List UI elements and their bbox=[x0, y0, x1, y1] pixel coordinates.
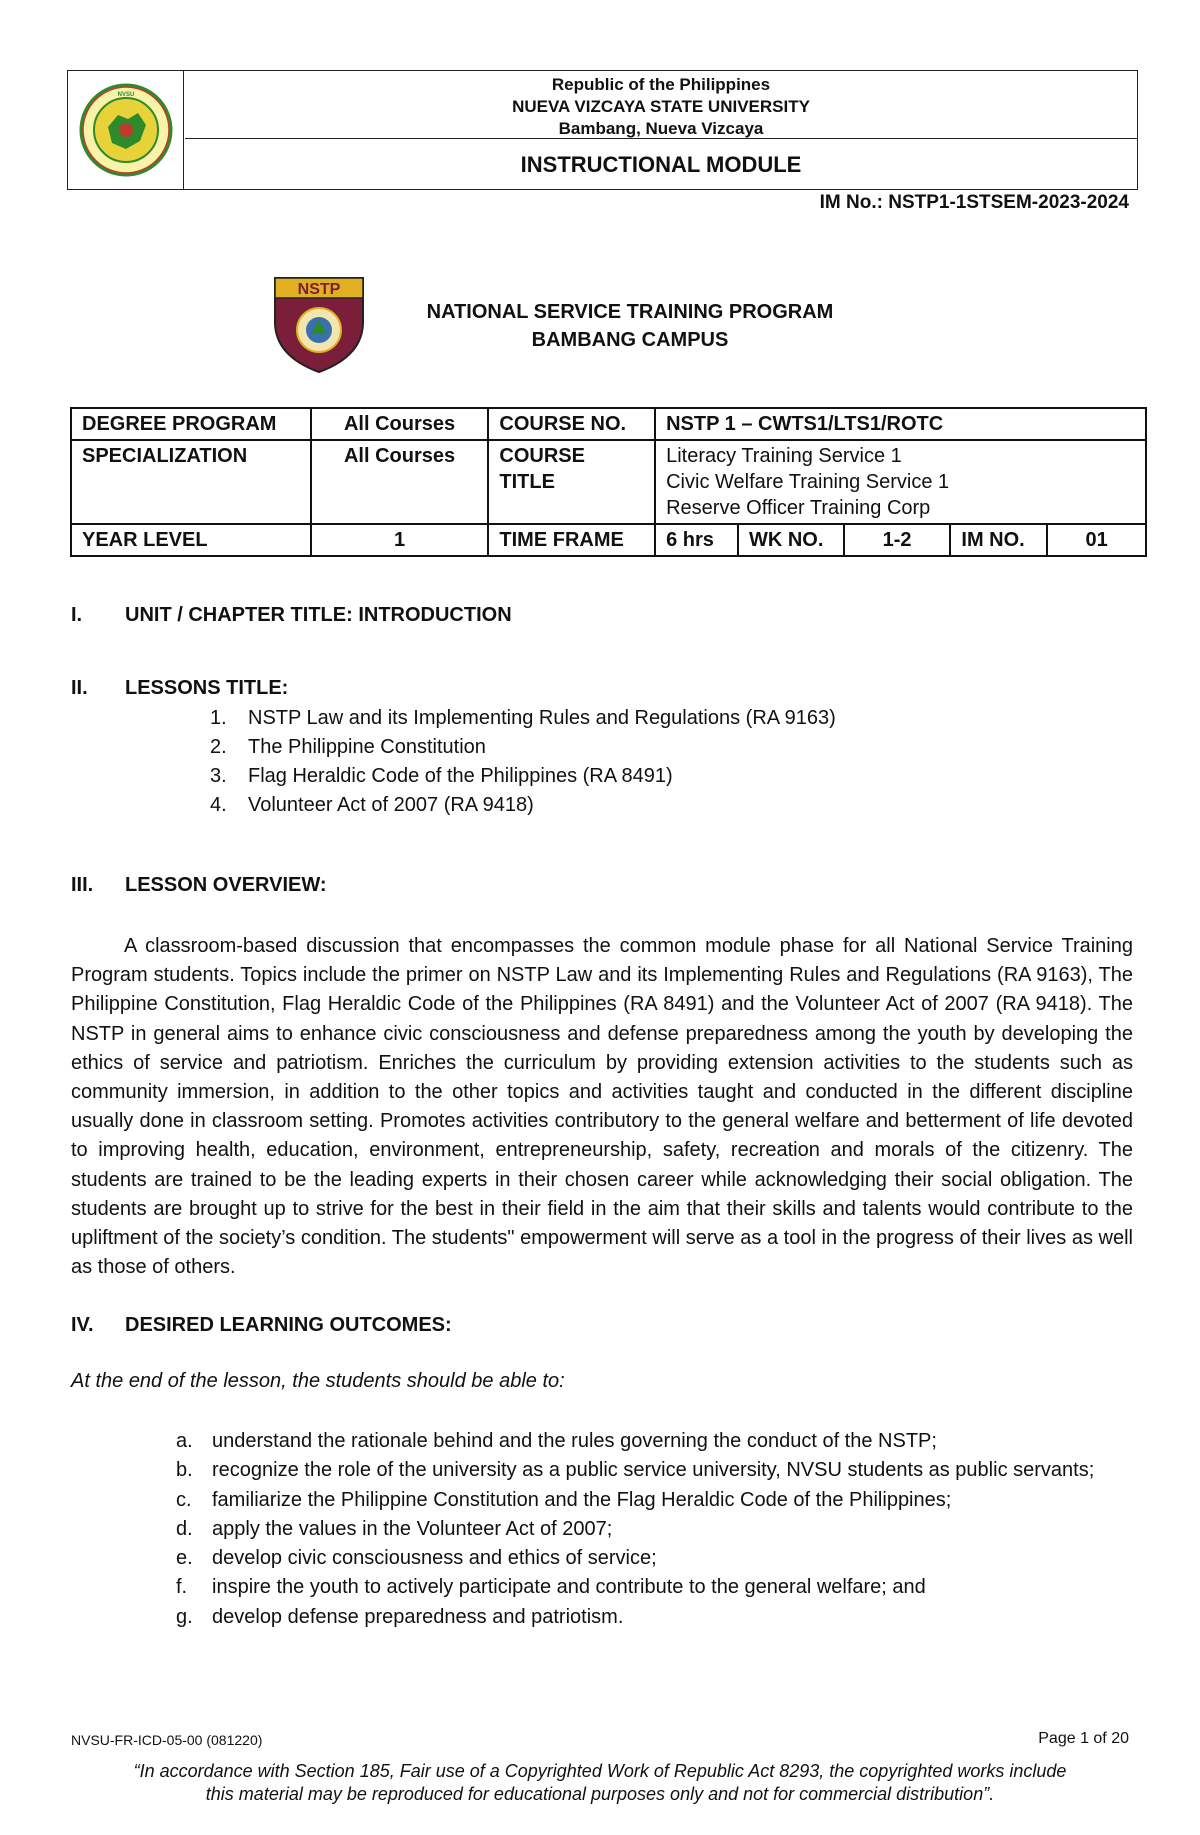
im-no-value: 01 bbox=[1047, 524, 1146, 556]
time-frame-label: TIME FRAME bbox=[488, 524, 655, 556]
im-no-label: IM NO. bbox=[950, 524, 1047, 556]
table-row bbox=[71, 524, 1146, 556]
list-item: a. understand the rationale behind and the rules governing the conduct of the NSTP; bbox=[176, 1430, 937, 1452]
page-number: Page 1 of 20 bbox=[1038, 1730, 1129, 1747]
year-level-value: 1 bbox=[311, 524, 489, 556]
form-code: NVSU-FR-ICD-05-00 (081220) bbox=[71, 1732, 263, 1748]
degree-program-label: DEGREE PROGRAM bbox=[71, 408, 311, 440]
university-seal-logo bbox=[68, 71, 184, 189]
copyright-disclaimer bbox=[60, 1760, 1140, 1806]
list-item: d. apply the values in the Volunteer Act of 2007; bbox=[176, 1517, 613, 1540]
outcomes-intro: At the end of the lesson, the students should be able to: bbox=[71, 1370, 565, 1392]
specialization-value: All Courses bbox=[311, 440, 489, 524]
university-name: NUEVA VIZCAYA STATE UNIVERSITY bbox=[512, 97, 810, 116]
course-no-value: NSTP 1 – CWTS1/LTS1/ROTC bbox=[655, 408, 1146, 440]
course-no-label: COURSE NO. bbox=[488, 408, 655, 440]
republic-line: Republic of the Philippines bbox=[551, 75, 771, 94]
section-heading: DESIRED LEARNING OUTCOMES: bbox=[125, 1314, 452, 1336]
specialization-label: SPECIALIZATION bbox=[71, 440, 311, 524]
program-title bbox=[390, 298, 870, 354]
document-header bbox=[67, 70, 1138, 190]
logo-cell bbox=[68, 71, 184, 189]
module-title: INSTRUCTIONAL MODULE bbox=[520, 152, 802, 177]
im-number: IM No.: NSTP1-1STSEM-2023-2024 bbox=[819, 192, 1129, 213]
list-item: 2. The Philippine Constitution bbox=[210, 736, 486, 758]
list-item: 1. NSTP Law and its Implementing Rules and Regulations (RA 9163) bbox=[210, 707, 836, 729]
section-unit-title bbox=[71, 604, 512, 627]
list-item: 3. Flag Heraldic Code of the Philippines (RA 8491) bbox=[210, 765, 673, 787]
section-heading: LESSON OVERVIEW: bbox=[125, 874, 327, 896]
course-title-line: Civic Welfare Training Service 1 bbox=[666, 471, 950, 493]
table-row bbox=[71, 440, 1146, 524]
nstp-badge-text: NSTP bbox=[297, 281, 341, 298]
program-title-line1: NATIONAL SERVICE TRAINING PROGRAM bbox=[426, 301, 834, 323]
university-location: Bambang, Nueva Vizcaya bbox=[558, 119, 764, 138]
section-number: II. bbox=[71, 677, 88, 699]
program-title-line2: BAMBANG CAMPUS bbox=[531, 329, 729, 351]
section-heading: UNIT / CHAPTER TITLE: INTRODUCTION bbox=[125, 604, 512, 626]
list-item: f. inspire the youth to actively participate and contribute to the general welfare; and bbox=[176, 1576, 926, 1599]
course-title-line: Literacy Training Service 1 bbox=[666, 445, 902, 467]
section-learning-outcomes bbox=[71, 1314, 452, 1337]
course-title-label: COURSE TITLE bbox=[488, 440, 655, 524]
section-lesson-overview bbox=[71, 874, 327, 897]
university-name-block bbox=[185, 71, 1137, 139]
section-number: III. bbox=[71, 874, 94, 896]
section-heading: LESSONS TITLE: bbox=[125, 677, 289, 699]
list-item: g. develop defense preparedness and patriotism. bbox=[176, 1605, 624, 1628]
course-title-line: Reserve Officer Training Corp bbox=[666, 497, 931, 519]
table-row bbox=[71, 408, 1146, 440]
course-title-value bbox=[655, 440, 1146, 524]
degree-program-value: All Courses bbox=[311, 408, 489, 440]
list-item: 4. Volunteer Act of 2007 (RA 9418) bbox=[210, 794, 534, 816]
list-item: c. familiarize the Philippine Constitution and the Flag Heraldic Code of the Philippines; bbox=[176, 1488, 952, 1511]
list-item: e. develop civic consciousness and ethics of service; bbox=[176, 1547, 657, 1570]
section-lessons-title bbox=[71, 677, 288, 700]
week-no-value: 1-2 bbox=[844, 524, 951, 556]
course-info-table bbox=[70, 407, 1147, 557]
week-no-label: WK NO. bbox=[738, 524, 844, 556]
year-level-label: YEAR LEVEL bbox=[71, 524, 311, 556]
lessons-list bbox=[210, 704, 836, 820]
outcomes-list bbox=[176, 1427, 1094, 1632]
disclaimer-line: “In accordance with Section 185, Fair use of a Copyrighted Work of Republic Act 8293, the copyrighted works include bbox=[133, 1761, 1067, 1781]
lesson-overview-paragraph: A classroom-based discussion that encompasses the common module phase for all National Service Training Program students. Topics include the primer on NSTP Law and its Implementing Rules and Regulations (RA 9163), The Philippine Constitution, Flag Heraldic Code of the Philippines (RA 8491) and the Volunteer Act of 2007 (RA 9418). The NSTP in general aims to enhance civic consciousness and defense preparedness among the youth by developing the ethics of service and patriotism. Enriches the curriculum by providing extension activities to the students such as community immersion, in addition to the other topics and activities taught and conducted in the different discipline usually done in classroom setting. Promotes activities contributory to the general welfare and betterment of life devoted to improving health, education, environment, entrepreneurship, safety, recreation and morals of the citizenry. The students are trained to be the leading experts in their chosen career while acknowledging their social obligation. The students are brought up to strive for the best in their field in the aim that their skills and talents would contribute to the upliftment of the society’s condition. The students" empowerment will serve as a tool in the progress of their lives as well as those of others. bbox=[71, 935, 1133, 1279]
list-item: b. recognize the role of the university as a public service university, NVSU students as public servants; bbox=[176, 1459, 1095, 1482]
nstp-badge-logo bbox=[271, 274, 367, 374]
section-number: IV. bbox=[71, 1314, 94, 1336]
time-frame-value: 6 hrs bbox=[655, 524, 738, 556]
svg-text:NVSU: NVSU bbox=[117, 92, 135, 98]
section-number: I. bbox=[71, 604, 83, 626]
disclaimer-line: this material may be reproduced for educational purposes only and not for commercial distribution”. bbox=[205, 1784, 995, 1804]
